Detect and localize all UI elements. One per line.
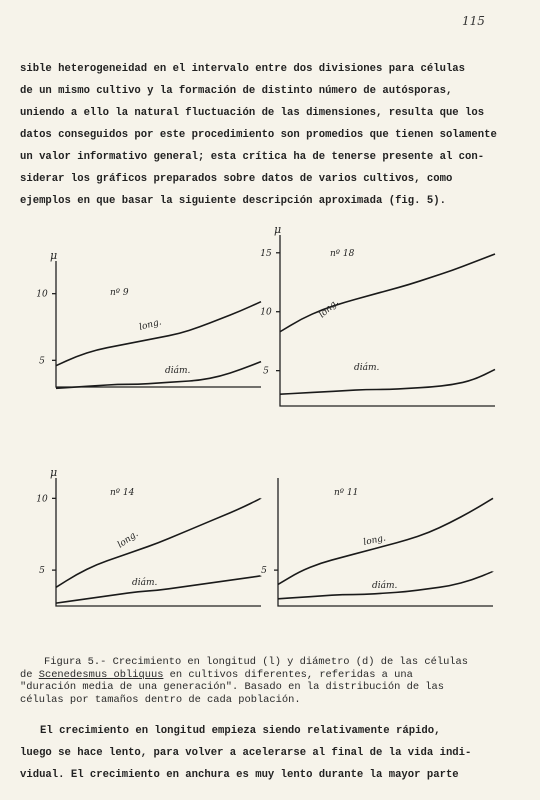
text-line: de un mismo cultivo y la formación de distinto número de autósporas, xyxy=(20,85,453,97)
text-line: un valor informativo general; esta crítica ha de tenerse presente al con- xyxy=(20,151,485,163)
series-label: diám. xyxy=(354,363,380,373)
series-line-diametro xyxy=(280,369,495,394)
growth-chart-14 xyxy=(36,466,270,620)
text-line: vidual. El crecimiento en anchura es muy lento durante la mayor parte xyxy=(20,769,459,781)
species-name: Scenedesmus obliquus xyxy=(38,668,164,681)
series-label: long. xyxy=(138,317,163,333)
y-tick-label: 5 xyxy=(261,566,267,577)
series-line-longitud xyxy=(56,498,261,587)
y-tick-label: 10 xyxy=(260,307,272,318)
y-tick-label: 5 xyxy=(39,566,45,577)
growth-chart-11 xyxy=(262,470,502,620)
series-label: long. xyxy=(317,297,341,321)
y-tick-label: 10 xyxy=(36,494,48,505)
y-axis-unit: μ xyxy=(274,223,282,236)
page-number: 115 xyxy=(462,14,485,28)
caption-text: en cultivos diferentes, referidas a una xyxy=(163,668,413,681)
y-tick-label: 10 xyxy=(36,289,48,300)
caption-line: células por tamaños dentro de cada población. xyxy=(20,693,301,706)
series-line-diametro xyxy=(56,576,261,603)
chart-title: nº 18 xyxy=(330,249,355,259)
chart-title: nº 9 xyxy=(110,288,129,298)
y-axis-unit: μ xyxy=(50,249,58,262)
caption-line: "duración media de una generación". Basado en la distribución de las xyxy=(20,681,445,694)
chart-title: nº 14 xyxy=(110,488,135,498)
figure-caption xyxy=(20,656,520,706)
caption-text: de xyxy=(20,668,39,681)
caption-line xyxy=(20,669,520,682)
text-line: El crecimiento en longitud empieza siendo relativamente rápido, xyxy=(40,725,441,737)
text-line: siderar los gráficos preparados sobre datos de varios cultivos, como xyxy=(20,173,453,185)
y-axis-unit: μ xyxy=(50,466,58,479)
y-tick-label: 5 xyxy=(263,366,269,377)
caption-line: Figura 5.- Crecimiento en longitud (l) y diámetro (d) de las células xyxy=(44,656,469,668)
series-label: long. xyxy=(115,529,141,551)
series-label: diám. xyxy=(372,581,398,591)
text-line: ejemplos en que basar la siguiente descripción aproximada (fig. 5). xyxy=(20,195,446,207)
text-line: uniendo a ello la natural fluctuación de las dimensiones, resulta que los xyxy=(20,107,485,119)
series-label: diám. xyxy=(165,366,191,376)
growth-chart-18 xyxy=(260,223,512,408)
text-line: luego se hace lento, para volver a acelerarse al final de la vida indi- xyxy=(20,747,472,759)
paragraph-intro xyxy=(20,58,520,212)
chart-axes xyxy=(280,235,495,406)
paragraph-growth xyxy=(20,720,520,786)
y-tick-label: 15 xyxy=(260,248,272,259)
series-label: long. xyxy=(362,533,387,548)
series-line-diametro xyxy=(56,362,261,389)
series-line-longitud xyxy=(56,302,261,366)
series-label: diám. xyxy=(132,578,158,588)
series-line-longitud xyxy=(280,254,495,332)
y-tick-label: 5 xyxy=(39,356,45,367)
text-line: datos conseguidos por este procedimiento son promedios que tienen solamente xyxy=(20,129,497,141)
chart-title: nº 11 xyxy=(334,488,359,498)
text-line: sible heterogeneidad en el intervalo entre dos divisiones para células xyxy=(20,63,466,75)
